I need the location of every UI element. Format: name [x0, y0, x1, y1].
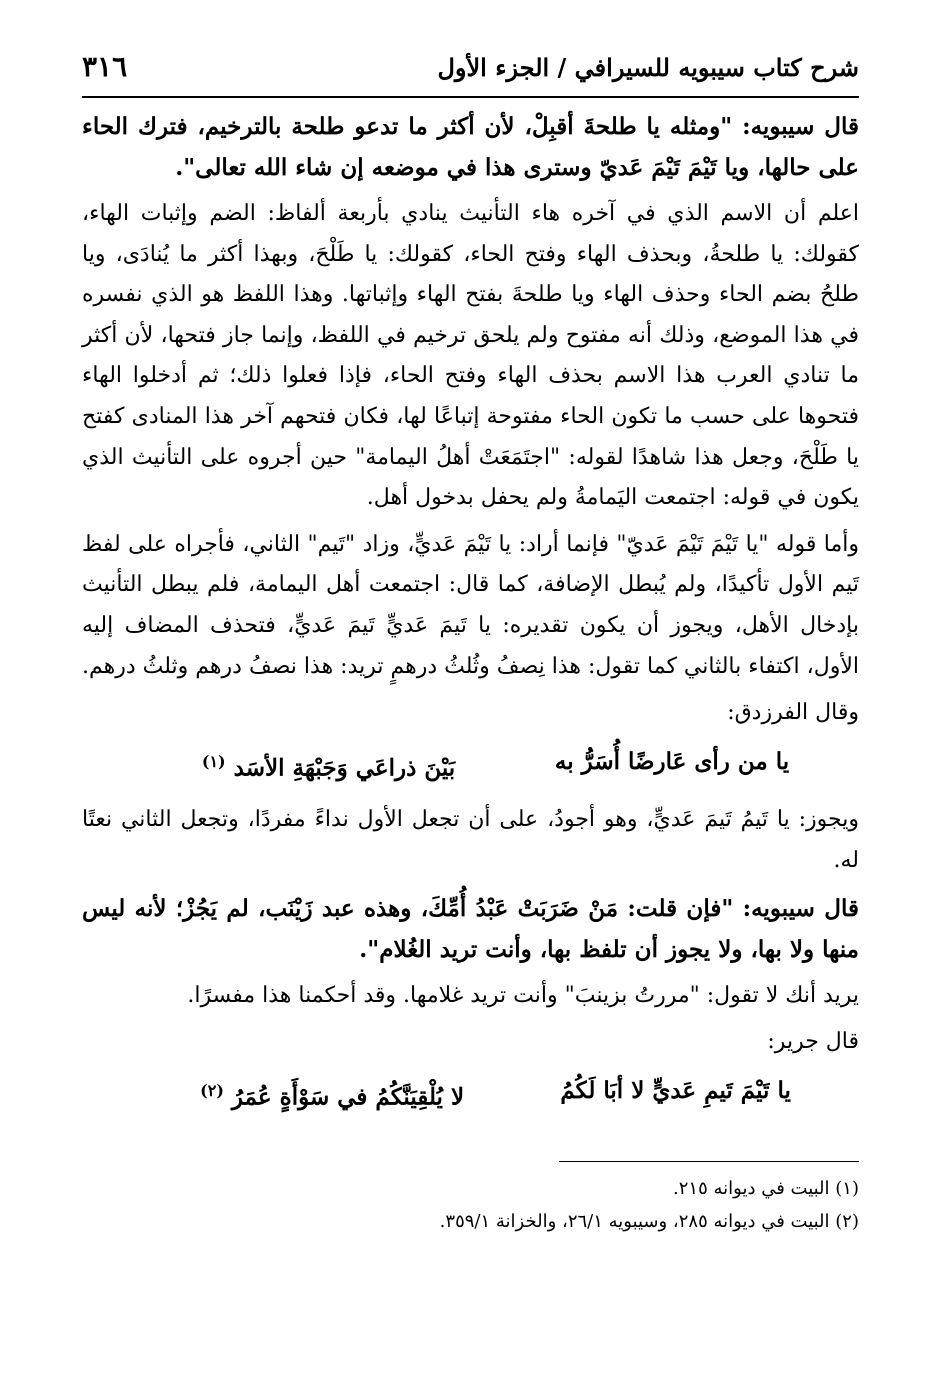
header-rule [82, 96, 859, 98]
footnote-1: (١) البيت في ديوانه ٢١٥. [673, 1178, 859, 1200]
verse-second-hemistich [200, 1069, 464, 1120]
commentary-paragraph-1: اعلم أن الاسم الذي في آخره هاء التأنيث ينادي بأربعة ألفاظ: الضم وإثبات الهاء، كقولك: يا طلحةُ، وبحذف الهاء وفتح الحاء، كقولك: يا طَلْحَ، وبهذا أكثر ما يُنادَى، ويا طلحُ بضم الحاء وحذف الهاء ويا طلحةَ بفتح الهاء وإثباتها. وهذا اللفظ هو الذي نفسره في هذا الموضع، وذلك أنه مفتوح ولم يلحق ترخيم في اللفظ، وإنما جاز فتحها، لأن أكثر ما تنادي العرب هذا الاسم بحذف الهاء وفتح الحاء، فإذا فعلوا ذلك؛ ثم أدخلوا الهاء فتحوها على حسب ما تكون الحاء مفتوحة إتباعًا لها، فكان فتحهم آخر هذا المنادى كفتح يا طَلْحَ، وجعل هذا شاهدًا لقوله: "اجتَمَعَتْ أهلُ اليمامة" حين أجروه على التأنيث الذي يكون في قوله: اجتمعت اليَمامةُ ولم يحفل بدخول أهل. [82, 201, 859, 511]
verse-jarir [152, 1069, 839, 1120]
footnote-2: (٢) البيت في ديوانه ٢٨٥، وسيبويه ٢٦/١، والخزانة ٣٥٩/١. [439, 1211, 859, 1233]
commentary-paragraph-3: ويجوز: يا تَيمُ تَيمَ عَديٍّ، وهو أجودُ، على أن تجعل الأول نداءً مفردًا، وتجعل الثاني نعتًا له. [82, 807, 859, 873]
verse-intro-jarir: قال جرير: [767, 1029, 859, 1055]
verse-second-text: لا يُلْقِيَنَّكُمُ في سَوْأَةٍ عُمَرُ [231, 1083, 465, 1111]
sibawayh-quote-2: قال سيبويه: "فإن قلت: مَنْ ضَرَبَتْ عَبْدُ أُمِّكَ، وهذه عبد زَيْنَب، لم يَجُزْ؛ لأنه ليس منها ولا بها، ولا يجوز أن تلفظ بها، وأنت تريد الغُلام". [82, 894, 859, 963]
verse-farazdaq [152, 740, 839, 791]
sibawayh-quote-1: قال سيبويه: "ومثله يا طلحةَ أقبِلْ، لأن أكثر ما تدعو طلحة بالترخيم، فترك الحاء على حالها، ويا تَيْمَ تَيْمَ عَديّ وسترى هذا في موضعه إن شاء الله تعالى". [82, 113, 859, 181]
verse-second-text: بَيْنَ ذراعَي وَجَبْهَةِ الأسَد [233, 754, 456, 782]
page-header [82, 50, 859, 96]
verse-intro-farazdaq: وقال الفرزدق: [727, 700, 859, 726]
commentary-paragraph-4: يريد أنك لا تقول: "مررتُ بزينبَ" وأنت تريد غلامها. وقد أحكمنا هذا مفسرًا. [187, 982, 859, 1008]
footnote-rule [559, 1161, 859, 1162]
verse-first-hemistich: يا تَيْمَ تَيمِ عَديٍّ لا أبَا لَكُمُ [560, 1076, 791, 1104]
running-title: شرح كتاب سيبويه للسيرافي / الجزء الأول [437, 53, 859, 82]
footnote-marker: (١) [201, 751, 226, 771]
verse-first-hemistich: يا من رأى عَارضًا أُسَرُّ به [554, 747, 790, 775]
verse-second-hemistich [202, 740, 455, 791]
page-number: ٣١٦ [82, 50, 128, 83]
commentary-paragraph-2: وأما قوله "يا تَيْمَ تَيْمَ عَديّ" فإنما أراد: يا تَيْمَ عَديٍّ، وزاد "تَيم" الثاني، فأجراه على لفظ تَيم الأول تأكيدًا، ولم يُبطل الإضافة، كما قال: اجتمعت أهل اليمامة، فلم يبطل التأنيث بإدخال الأهل، ويجوز أن يكون تقديره: يا تَيمَ عَديٍّ تَيمَ عَديٍّ، فتحذف المضاف إليه الأول، اكتفاء بالثاني كما تقول: هذا نِصفُ وثُلثُ درهمٍ تريد: هذا نصفُ درهم وثلثُ درهم. [82, 531, 859, 679]
footnote-marker: (٢) [200, 1080, 224, 1100]
